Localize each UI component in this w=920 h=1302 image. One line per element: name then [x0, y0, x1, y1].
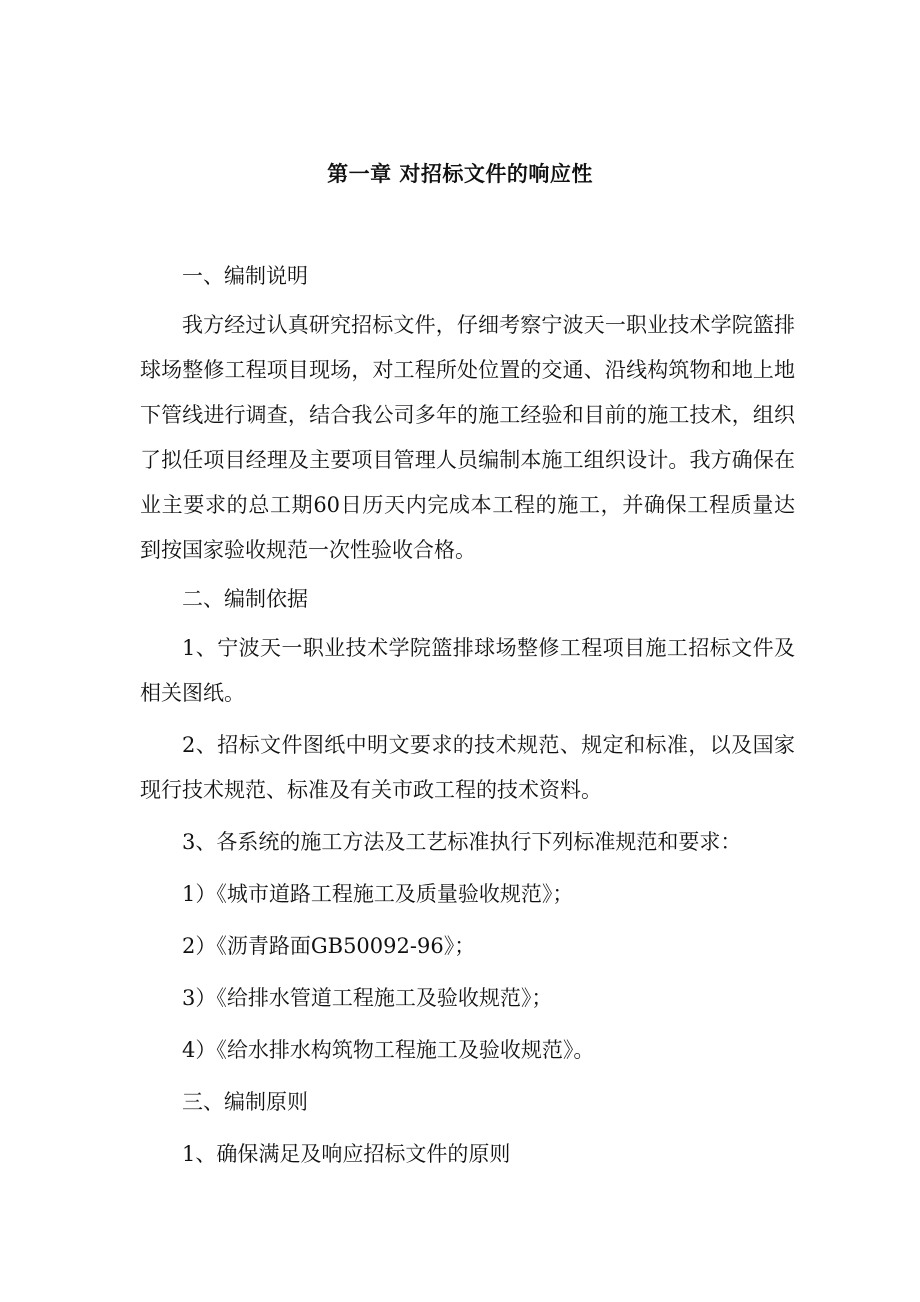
standard-item-2: 2）《沥青路面GB50092-96》； [182, 934, 476, 958]
basis-item-3: 3、各系统的施工方法及工艺标准执行下列标准规范和要求： [182, 830, 742, 854]
section-heading-compilation-basis: 二、编制依据 [182, 587, 308, 611]
document-body [140, 254, 795, 1177]
standard-item-3: 3）《给排水管道工程施工及验收规范》； [182, 986, 553, 1010]
chapter-title: 第一章 对招标文件的响应性 [327, 162, 593, 186]
basis-item-2: 2、招标文件图纸中明文要求的技术规范、规定和标准，以及国家现行技术规范、标准及有关市政工程的技术资料。 [140, 733, 795, 802]
standard-item-1: 1）《城市道路工程施工及质量验收规范》； [182, 882, 574, 906]
basis-item-1: 1、宁波天一职业技术学院篮排球场整修工程项目施工招标文件及相关图纸。 [140, 636, 795, 705]
principle-item-1: 1、确保满足及响应招标文件的原则 [182, 1142, 511, 1166]
standard-item-4: 4）《给水排水构筑物工程施工及验收规范》。 [182, 1038, 595, 1062]
paragraph-compilation-notes: 我方经过认真研究招标文件，仔细考察宁波天一职业技术学院篮排球场整修工程项目现场，对工程所处位置的交通、沿线构筑物和地上地下管线进行调查，结合我公司多年的施工经验和目前的施工技术，组织了拟任项目经理及主要项目管理人员编制本施工组织设计。我方确保在业主要求的总工期60日历天内完成本工程的施工，并确保工程质量达到按国家验收规范一次性验收合格。 [140, 313, 795, 562]
section-heading-compilation-principles: 三、编制原则 [182, 1090, 308, 1114]
section-heading-compilation-notes: 一、编制说明 [182, 264, 308, 288]
